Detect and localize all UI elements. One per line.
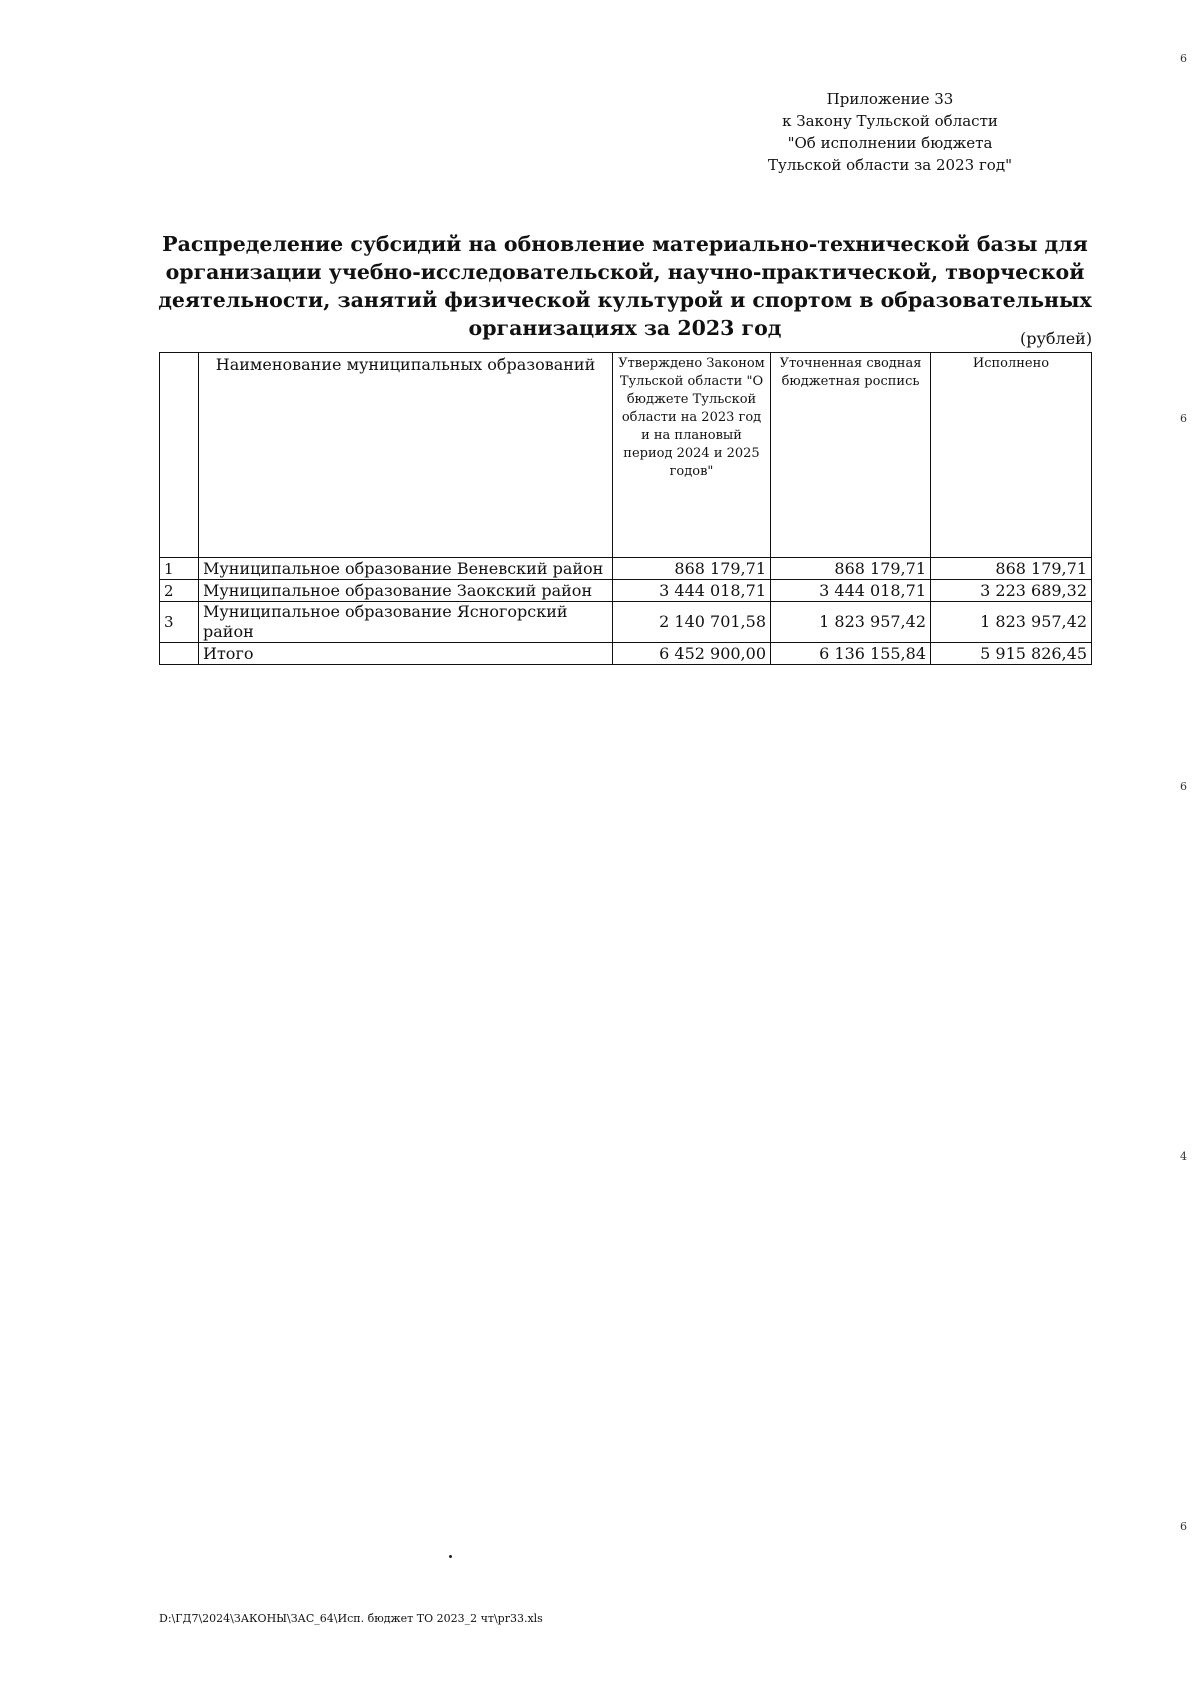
row-revised: 1 823 957,42: [771, 602, 931, 643]
header-name: Наименование муниципальных образований: [199, 353, 613, 558]
subsidy-table: [159, 352, 1092, 665]
margin-mark: 6: [1180, 780, 1187, 793]
row-executed: 3 223 689,32: [931, 580, 1092, 602]
header-executed: Исполнено: [931, 353, 1092, 558]
table-header-row: [160, 353, 1092, 558]
row-index: 1: [160, 558, 199, 580]
scan-dot: [449, 1555, 452, 1558]
appendix-line-4: Тульской области за 2023 год": [768, 156, 1012, 174]
appendix-line-1: Приложение 33: [826, 90, 954, 108]
appendix-block: [730, 88, 1050, 176]
row-executed: 1 823 957,42: [931, 602, 1092, 643]
margin-mark: 6: [1180, 52, 1187, 65]
table-row: [160, 580, 1092, 602]
header-revised: Уточненная сводная бюджетная роспись: [771, 353, 931, 558]
row-index: 2: [160, 580, 199, 602]
total-revised: 6 136 155,84: [771, 643, 931, 665]
table-row: [160, 602, 1092, 643]
table-row: [160, 558, 1092, 580]
row-approved: 2 140 701,58: [613, 602, 771, 643]
units-label: (рублей): [1020, 329, 1093, 348]
header-approved: Утверждено Законом Тульской области "О бюджете Тульской области на 2023 год и на плановый период 2024 и 2025 годов": [613, 353, 771, 558]
row-index: 3: [160, 602, 199, 643]
total-index: [160, 643, 199, 665]
total-approved: 6 452 900,00: [613, 643, 771, 665]
margin-mark: 6: [1180, 412, 1187, 425]
document-title: Распределение субсидий на обновление материально-технической базы для организации учебно-исследовательской, научно-практической, творческой деятельности, занятий физической культурой и спортом в образовательных организациях за 2023 год: [158, 232, 1092, 340]
table-total-row: [160, 643, 1092, 665]
row-executed: 868 179,71: [931, 558, 1092, 580]
row-revised: 868 179,71: [771, 558, 931, 580]
appendix-line-2: к Закону Тульской области: [782, 112, 998, 130]
row-approved: 868 179,71: [613, 558, 771, 580]
row-name: Муниципальное образование Ясногорский район: [199, 602, 613, 643]
row-revised: 3 444 018,71: [771, 580, 931, 602]
row-name: Муниципальное образование Заокский район: [199, 580, 613, 602]
margin-mark: 4: [1180, 1150, 1187, 1163]
total-name: Итого: [199, 643, 613, 665]
appendix-line-3: "Об исполнении бюджета: [787, 134, 993, 152]
row-name: Муниципальное образование Веневский район: [199, 558, 613, 580]
row-approved: 3 444 018,71: [613, 580, 771, 602]
header-index: [160, 353, 199, 558]
total-executed: 5 915 826,45: [931, 643, 1092, 665]
margin-mark: 6: [1180, 1520, 1187, 1533]
file-path-footer: D:\ГД7\2024\ЗАКОНЫ\ЗАС_64\Исп. бюджет ТО 2023_2 чт\pr33.xls: [159, 1612, 543, 1625]
